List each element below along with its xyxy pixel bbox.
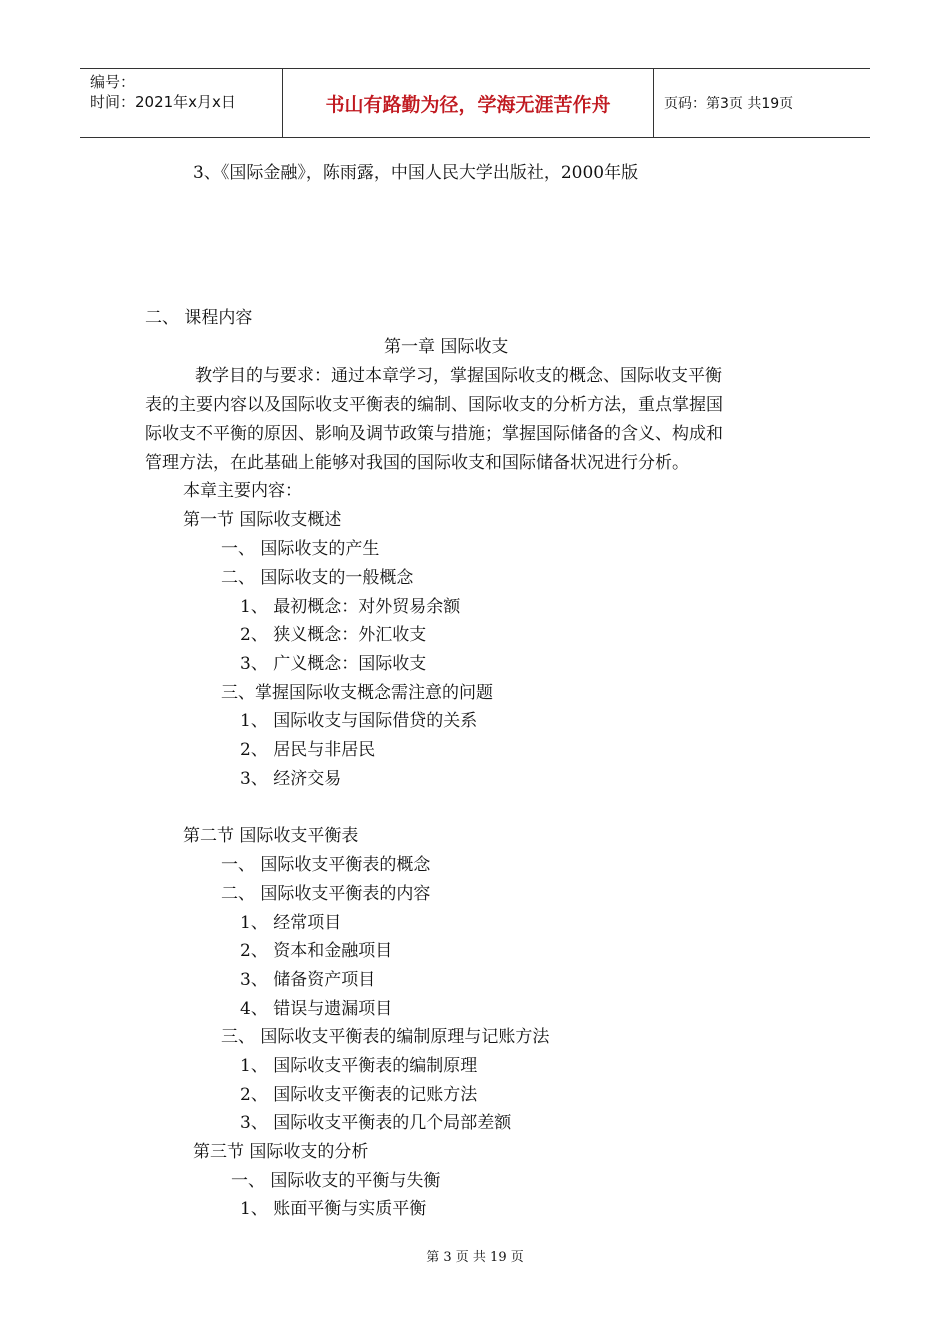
objective-line-4: 管理方法，在此基础上能够对我国的国际收支和国际储备状况进行分析。 xyxy=(145,453,689,473)
section-title: 第二节 国际收支平衡表 xyxy=(183,826,359,846)
header-motto: 书山有路勤为径，学海无涯苦作舟 xyxy=(325,93,611,116)
content-heading: 本章主要内容： xyxy=(183,481,302,501)
outline-item: 二、 国际收支的一般概念 xyxy=(221,568,414,588)
header-page-cell xyxy=(654,69,880,137)
objective-line-2: 表的主要内容以及国际收支平衡表的编制、国际收支的分析方法，重点掌握国 xyxy=(145,395,723,415)
section-heading: 二、 课程内容 xyxy=(145,308,253,328)
header-left-cell xyxy=(80,69,280,137)
page-footer: 第 3 页 共 19 页 xyxy=(426,1250,524,1265)
outline-subitem: 1、 国际收支平衡表的编制原理 xyxy=(240,1056,478,1076)
outline-item: 一、 国际收支平衡表的概念 xyxy=(221,855,431,875)
outline-subitem: 3、 广义概念：国际收支 xyxy=(240,654,427,674)
outline-item: 三、掌握国际收支概念需注意的问题 xyxy=(221,683,493,703)
outline-subitem: 1、 国际收支与国际借贷的关系 xyxy=(240,711,478,731)
outline-item: 二、 国际收支平衡表的内容 xyxy=(221,884,431,904)
outline-subitem: 2、 国际收支平衡表的记账方法 xyxy=(240,1085,478,1105)
outline-subitem: 4、 错误与遗漏项目 xyxy=(240,999,393,1019)
outline-subitem: 2、 资本和金融项目 xyxy=(240,941,393,961)
outline-subitem: 3、 储备资产项目 xyxy=(240,970,376,990)
header-motto-cell xyxy=(282,69,654,137)
outline-subitem: 1、 最初概念：对外贸易余额 xyxy=(240,597,461,617)
objective-line-1: 教学目的与要求：通过本章学习，掌握国际收支的概念、国际收支平衡 xyxy=(195,366,722,386)
outline-subitem: 2、 居民与非居民 xyxy=(240,740,376,760)
section-title: 第三节 国际收支的分析 xyxy=(193,1142,369,1162)
outline-subitem: 2、 狭义概念：外汇收支 xyxy=(240,625,427,645)
objective-line-3: 际收支不平衡的原因、影响及调节政策与措施；掌握国际储备的含义、构成和 xyxy=(145,424,723,444)
outline-item: 一、 国际收支的平衡与失衡 xyxy=(231,1171,441,1191)
outline-subitem: 1、 经常项目 xyxy=(240,913,342,933)
outline-item: 三、 国际收支平衡表的编制原理与记账方法 xyxy=(221,1027,550,1047)
outline-subitem: 3、 国际收支平衡表的几个局部差额 xyxy=(240,1113,512,1133)
header-page-info: 页码：第3页 共19页 xyxy=(664,96,794,112)
outline-item: 一、 国际收支的产生 xyxy=(221,539,380,559)
chapter-title: 第一章 国际收支 xyxy=(384,337,509,357)
document-number: 编号： xyxy=(90,73,136,91)
outline-subitem: 1、 账面平衡与实质平衡 xyxy=(240,1199,427,1219)
outline-subitem: 3、 经济交易 xyxy=(240,769,342,789)
reference-item: 3、《国际金融》，陈雨露，中国人民大学出版社，2000年版 xyxy=(193,163,639,183)
page-header xyxy=(80,68,870,138)
section-title: 第一节 国际收支概述 xyxy=(183,510,342,530)
document-date: 时间：2021年x月x日 xyxy=(90,93,236,111)
